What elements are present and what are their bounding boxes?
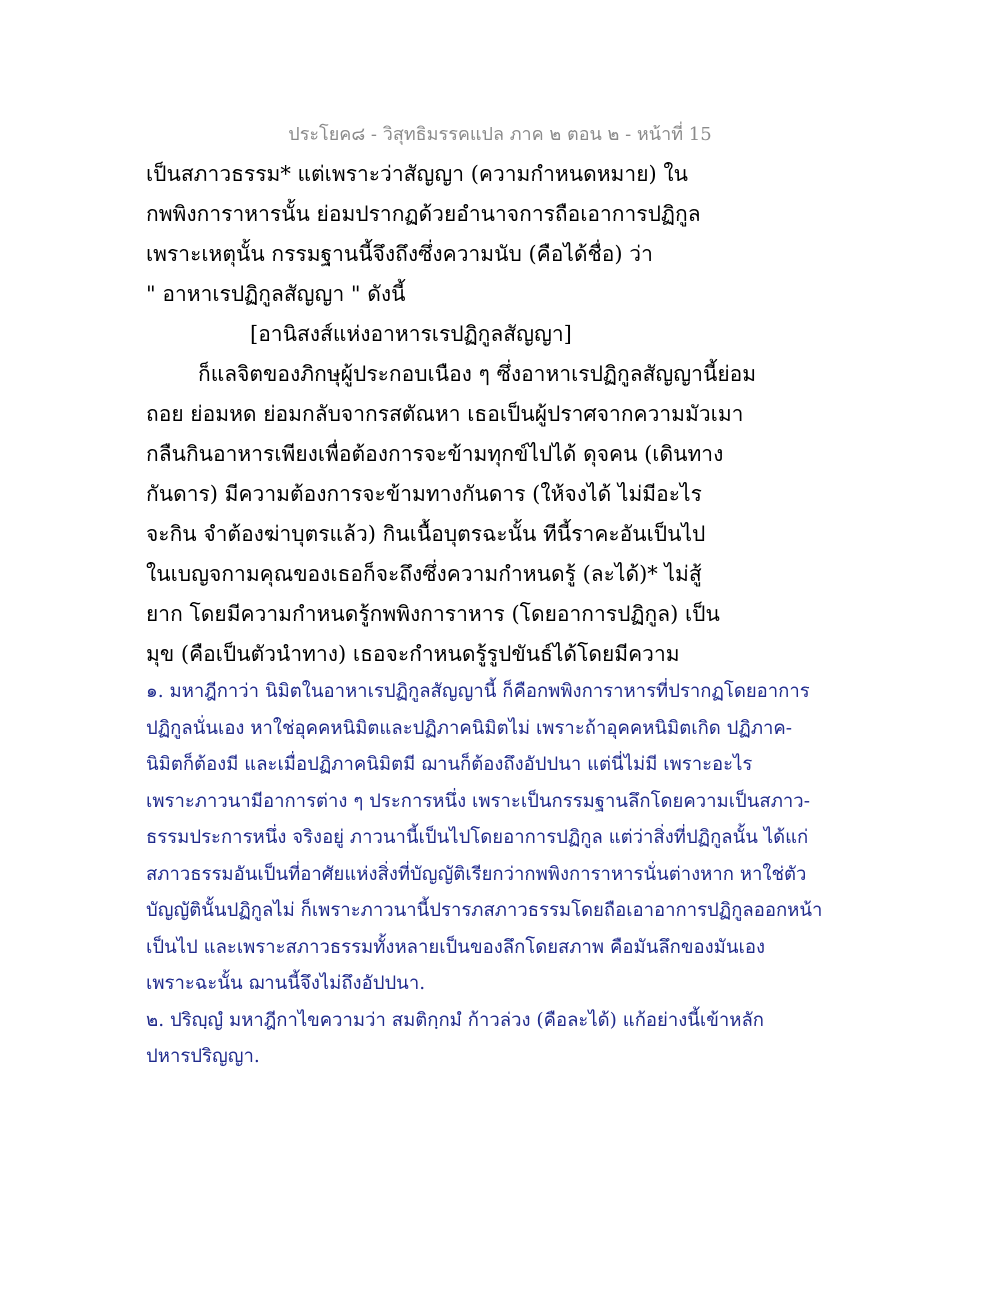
- paragraph-line: ถอย ย่อมหด ย่อมกลับจากรสตัณหา เธอเป็นผู้ปราศจากความมัวเมา: [146, 402, 744, 426]
- body-line: กพพิงการาหารนั้น ย่อมปรากฏด้วยอำนาจการถือเอาการปฏิกูล: [146, 202, 701, 226]
- footnote-1: [146, 674, 926, 1003]
- paragraph-line: มุข (คือเป็นตัวนำทาง) เธอจะกำหนดรู้รูปขันธ์ได้โดยมีความ: [146, 642, 680, 666]
- footnote-line: บัญญัตินั้นปฏิกูลไม่ ก็เพราะภาวนานี้ปรารภสภาวธรรมโดยถือเอาอาการปฏิกูลออกหน้า: [146, 900, 823, 921]
- main-text: [146, 154, 906, 674]
- footnote-line: เป็นไป และเพราะสภาวธรรมทั้งหลายเป็นของลึกโดยสภาพ คือมันลึกของมันเอง: [146, 936, 765, 958]
- paragraph-line: ในเบญจกามคุณของเธอก็จะถึงซึ่งความกำหนดรู้ (ละได้)* ไม่สู้: [146, 562, 702, 586]
- footnote-line: ปฏิกูลนั่นเอง หาใช่อุคคหนิมิตและปฏิภาคนิมิตไม่ เพราะถ้าอุคคหนิมิตเกิด ปฏิภาค-: [146, 717, 793, 739]
- body-line: เป็นสภาวธรรม* แต่เพราะว่าสัญญา (ความกำหนดหมาย) ใน: [146, 162, 688, 186]
- footnote-line: ๒. ปริญฺญํ มหาฎีกาไขความว่า สมติกฺกมํ ก้าวล่วง (คือละได้) แก้อย่างนี้เข้าหลัก: [146, 1009, 765, 1031]
- footnote-line: ปหารปริญญา.: [146, 1046, 260, 1067]
- paragraph-line: กลืนกินอาหารเพียงเพื่อต้องการจะข้ามทุกข์ไปได้ ดุจคน (เดินทาง: [146, 442, 724, 466]
- paragraph-line: ยาก โดยมีความกำหนดรู้กพพิงการาหาร (โดยอาการปฏิกูล) เป็น: [146, 602, 720, 626]
- footnote-line: ๑. มหาฎีกาว่า นิมิตในอาหาเรปฏิกูลสัญญานี้ ก็คือกพพิงการาหารที่ปรากฏโดยอาการ: [146, 681, 810, 702]
- body-line: เพราะเหตุนั้น กรรมฐานนี้จึงถึงซึ่งความนับ (คือได้ชื่อ) ว่า: [146, 242, 653, 266]
- footnote-2: [146, 1003, 926, 1076]
- footnote-line: เพราะฉะนั้น ฌานนี้จึงไม่ถึงอัปปนา.: [146, 973, 426, 994]
- footnote-line: ธรรมประการหนึ่ง จริงอยู่ ภาวนานี้เป็นไปโดยอาการปฏิกูล แต่ว่าสิ่งที่ปฏิกูลนั้น ได้แก่: [146, 827, 809, 848]
- paragraph-line: จะกิน จำต้องฆ่าบุตรแล้ว) กินเนื้อบุตรฉะนั้น ทีนี้ราคะอันเป็นไป: [146, 522, 706, 546]
- running-header: ประโยค๘ - วิสุทธิมรรคแปล ภาค ๒ ตอน ๒ - หน้าที่ 15: [288, 124, 712, 145]
- footnote-line: นิมิตก็ต้องมี และเมื่อปฏิภาคนิมิตมี ฌานก็ต้องถึงอัปปนา แต่นี่ไม่มี เพราะอะไร: [146, 754, 753, 775]
- footnote-line: เพราะภาวนามีอาการต่าง ๆ ประการหนึ่ง เพราะเป็นกรรมฐานลึกโดยความเป็นสภาว-: [146, 790, 810, 812]
- footnotes: [146, 674, 926, 1076]
- footnote-line: สภาวธรรมอันเป็นที่อาศัยแห่งสิ่งที่บัญญัติเรียกว่ากพพิงการาหารนั่นต่างหาก หาใช่ตัว: [146, 863, 807, 885]
- body-line: " อาหาเรปฏิกูลสัญญา " ดังนี้: [146, 282, 406, 306]
- paragraph-line: กันดาร) มีความต้องการจะข้ามทางกันดาร (ให้จงได้ ไม่มีอะไร: [146, 482, 702, 506]
- paragraph-line: ก็แลจิตของภิกษุผู้ประกอบเนือง ๆ ซึ่งอาหาเรปฏิกูลสัญญานี้ย่อม: [198, 362, 757, 386]
- section-heading: [อานิสงส์แห่งอาหารเรปฏิกูลสัญญา]: [250, 322, 572, 346]
